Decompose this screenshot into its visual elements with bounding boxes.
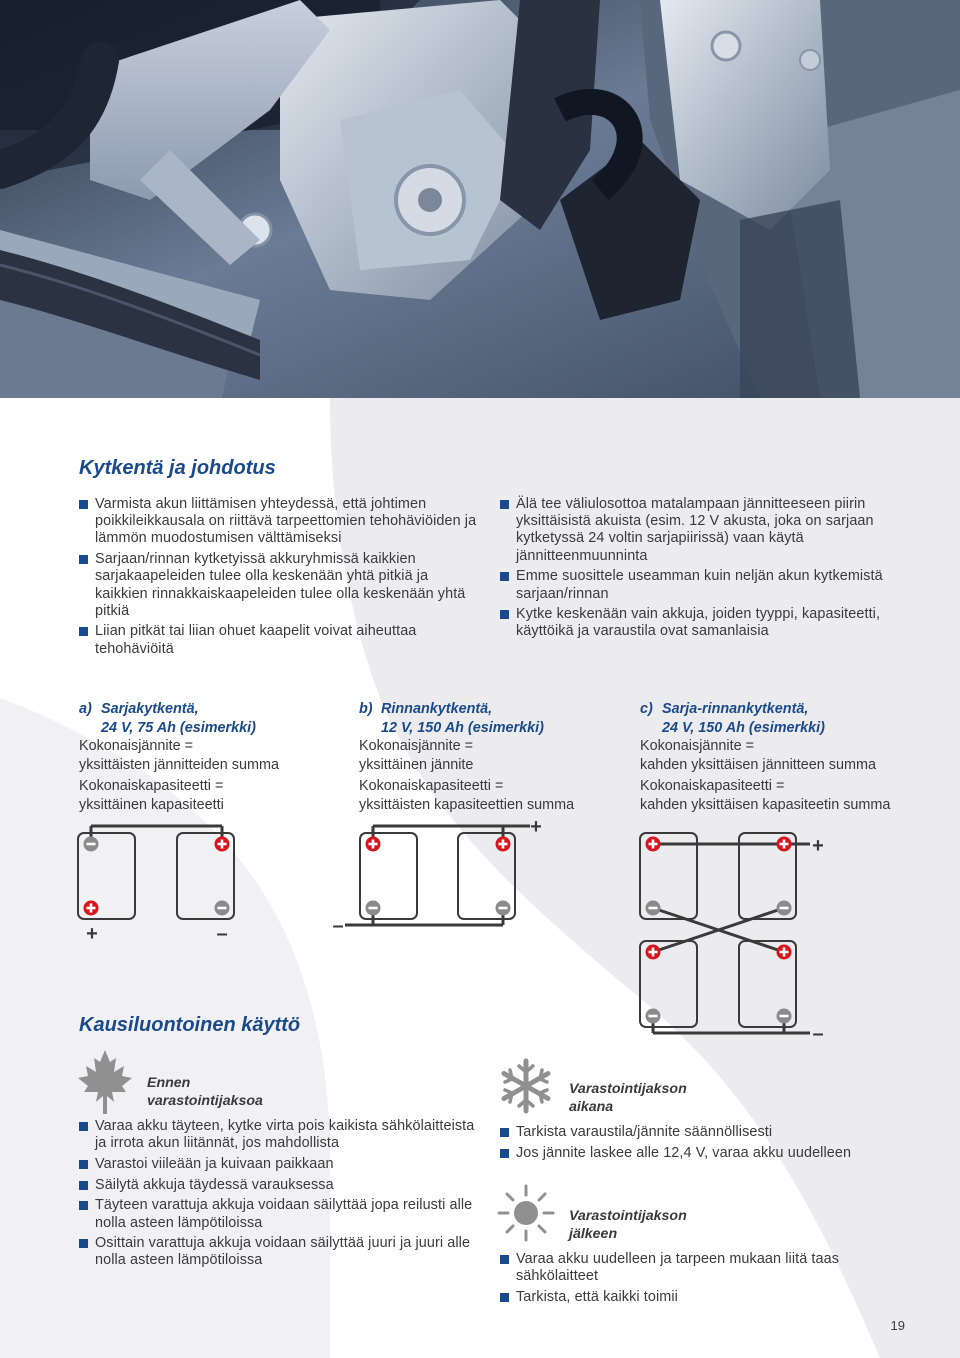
list-item: Varaa akku uudelleen ja tarpeen mukaan liitä taas sähkölaitteet <box>500 1251 900 1285</box>
list-item: Täyteen varattuja akkuja voidaan säilyttää jopa reilusti alle nolla asteen lämpötiloissa <box>79 1197 479 1231</box>
list-item: Älä tee väliulosottoa matalampaan jännitteeseen piirin yksittäisistä akuista (esim. 12 V akusta, joka on sarjaan kytketyssä 24 voltin sarjapiirissä) vaan käytä jännitteenmuunninta <box>500 496 892 565</box>
heading-line: varastointijaksoa <box>147 1093 263 1109</box>
connection-left-bullets <box>79 496 479 661</box>
before-storage-bullets <box>79 1118 479 1273</box>
config-parallel <box>359 700 634 814</box>
plus-sign: + <box>530 816 542 838</box>
page-number: 19 <box>890 1318 905 1333</box>
list-item: Säilytä akkuja täydessä varauksessa <box>79 1177 479 1194</box>
list-item: Varmista akun liittämisen yhteydessä, että johtimen poikkileikkausala on riittävä tarpeettomien tehohäviöiden ja lämmön muodostumisen välttämiseksi <box>79 496 479 548</box>
after-storage-bullets <box>500 1251 900 1310</box>
sun-icon <box>497 1184 555 1242</box>
config-subtitle: 24 V, 75 Ah (esimerkki) <box>101 719 256 736</box>
config-series-parallel <box>640 700 930 814</box>
heading-line: Varastointijakson <box>569 1208 687 1224</box>
capacity-label: Kokonaiskapasiteetti = <box>79 778 224 794</box>
minus-sign: – <box>216 923 228 945</box>
capacity-value: kahden yksittäisen kapasiteetin summa <box>640 796 891 813</box>
engine-bay-photo <box>0 0 960 398</box>
heading-line: aikana <box>569 1099 614 1115</box>
before-storage-heading <box>147 1074 263 1110</box>
after-storage-heading <box>569 1207 687 1243</box>
config-letter: c) <box>640 701 653 717</box>
config-title: Sarja-rinnankytkentä, <box>662 701 809 717</box>
voltage-value: kahden yksittäisen jännitteen summa <box>640 756 876 773</box>
connection-right-bullets <box>500 496 892 644</box>
config-letter: b) <box>359 701 373 717</box>
maple-leaf-icon <box>76 1048 134 1116</box>
minus-sign: – <box>332 915 344 937</box>
config-letter: a) <box>79 701 92 717</box>
heading-line: Ennen <box>147 1075 191 1091</box>
voltage-label: Kokonaisjännite = <box>359 738 474 754</box>
capacity-value: yksittäisten kapasiteettien summa <box>359 796 575 813</box>
snowflake-icon <box>497 1057 555 1115</box>
config-title: Rinnankytkentä, <box>381 701 493 717</box>
list-item: Varastoi viileään ja kuivaan paikkaan <box>79 1156 479 1173</box>
during-storage-bullets <box>500 1124 900 1165</box>
capacity-label: Kokonaiskapasiteetti = <box>359 778 504 794</box>
config-subtitle: 12 V, 150 Ah (esimerkki) <box>381 719 544 736</box>
capacity-label: Kokonaiskapasiteetti = <box>640 778 785 794</box>
list-item: Tarkista, että kaikki toimii <box>500 1289 900 1306</box>
capacity-value: yksittäinen kapasiteetti <box>79 796 224 813</box>
voltage-value: yksittäinen jännite <box>359 756 474 773</box>
voltage-label: Kokonaisjännite = <box>640 738 755 754</box>
config-title: Sarjakytkentä, <box>101 701 199 717</box>
list-item: Varaa akku täyteen, kytke virta pois kaikista sähkölaitteista ja irrota akun liitännät, jos mahdollista <box>79 1118 479 1152</box>
section-title-seasonal: Kausiluontoinen käyttö <box>79 1014 301 1036</box>
heading-line: jälkeen <box>569 1226 618 1242</box>
section-title-connection: Kytkentä ja johdotus <box>79 457 276 479</box>
list-item: Emme suosittele useamman kuin neljän akun kytkemistä sarjaan/rinnan <box>500 568 892 602</box>
list-item: Liian pitkät tai liian ohuet kaapelit voivat aiheuttaa tehohäviöitä <box>79 623 479 657</box>
list-item: Sarjaan/rinnan kytketyissä akkuryhmissä kaikkien sarjakaapeleiden tulee olla keskenään yhtä pitkiä ja kaikkien rinnakkaiskaapeleiden tulee olla keskenään yhtä pitkiä <box>79 551 479 620</box>
config-subtitle: 24 V, 150 Ah (esimerkki) <box>662 719 825 736</box>
list-item: Jos jännite laskee alle 12,4 V, varaa akku uudelleen <box>500 1145 900 1162</box>
config-series <box>79 700 349 814</box>
plus-sign: + <box>86 923 98 945</box>
list-item: Tarkista varaustila/jännite säännöllisesti <box>500 1124 900 1141</box>
voltage-label: Kokonaisjännite = <box>79 738 194 754</box>
during-storage-heading <box>569 1080 687 1116</box>
plus-sign: + <box>812 835 824 857</box>
list-item: Osittain varattuja akkuja voidaan säilyttää juuri ja juuri alle nolla asteen lämpötiloissa <box>79 1235 479 1269</box>
minus-sign: – <box>812 1023 824 1045</box>
list-item: Kytke keskenään vain akkuja, joiden tyyppi, kapasiteetti, käyttöikä ja varaustila ovat samanlaisia <box>500 606 892 640</box>
heading-line: Varastointijakson <box>569 1081 687 1097</box>
voltage-value: yksittäisten jännitteiden summa <box>79 756 279 773</box>
